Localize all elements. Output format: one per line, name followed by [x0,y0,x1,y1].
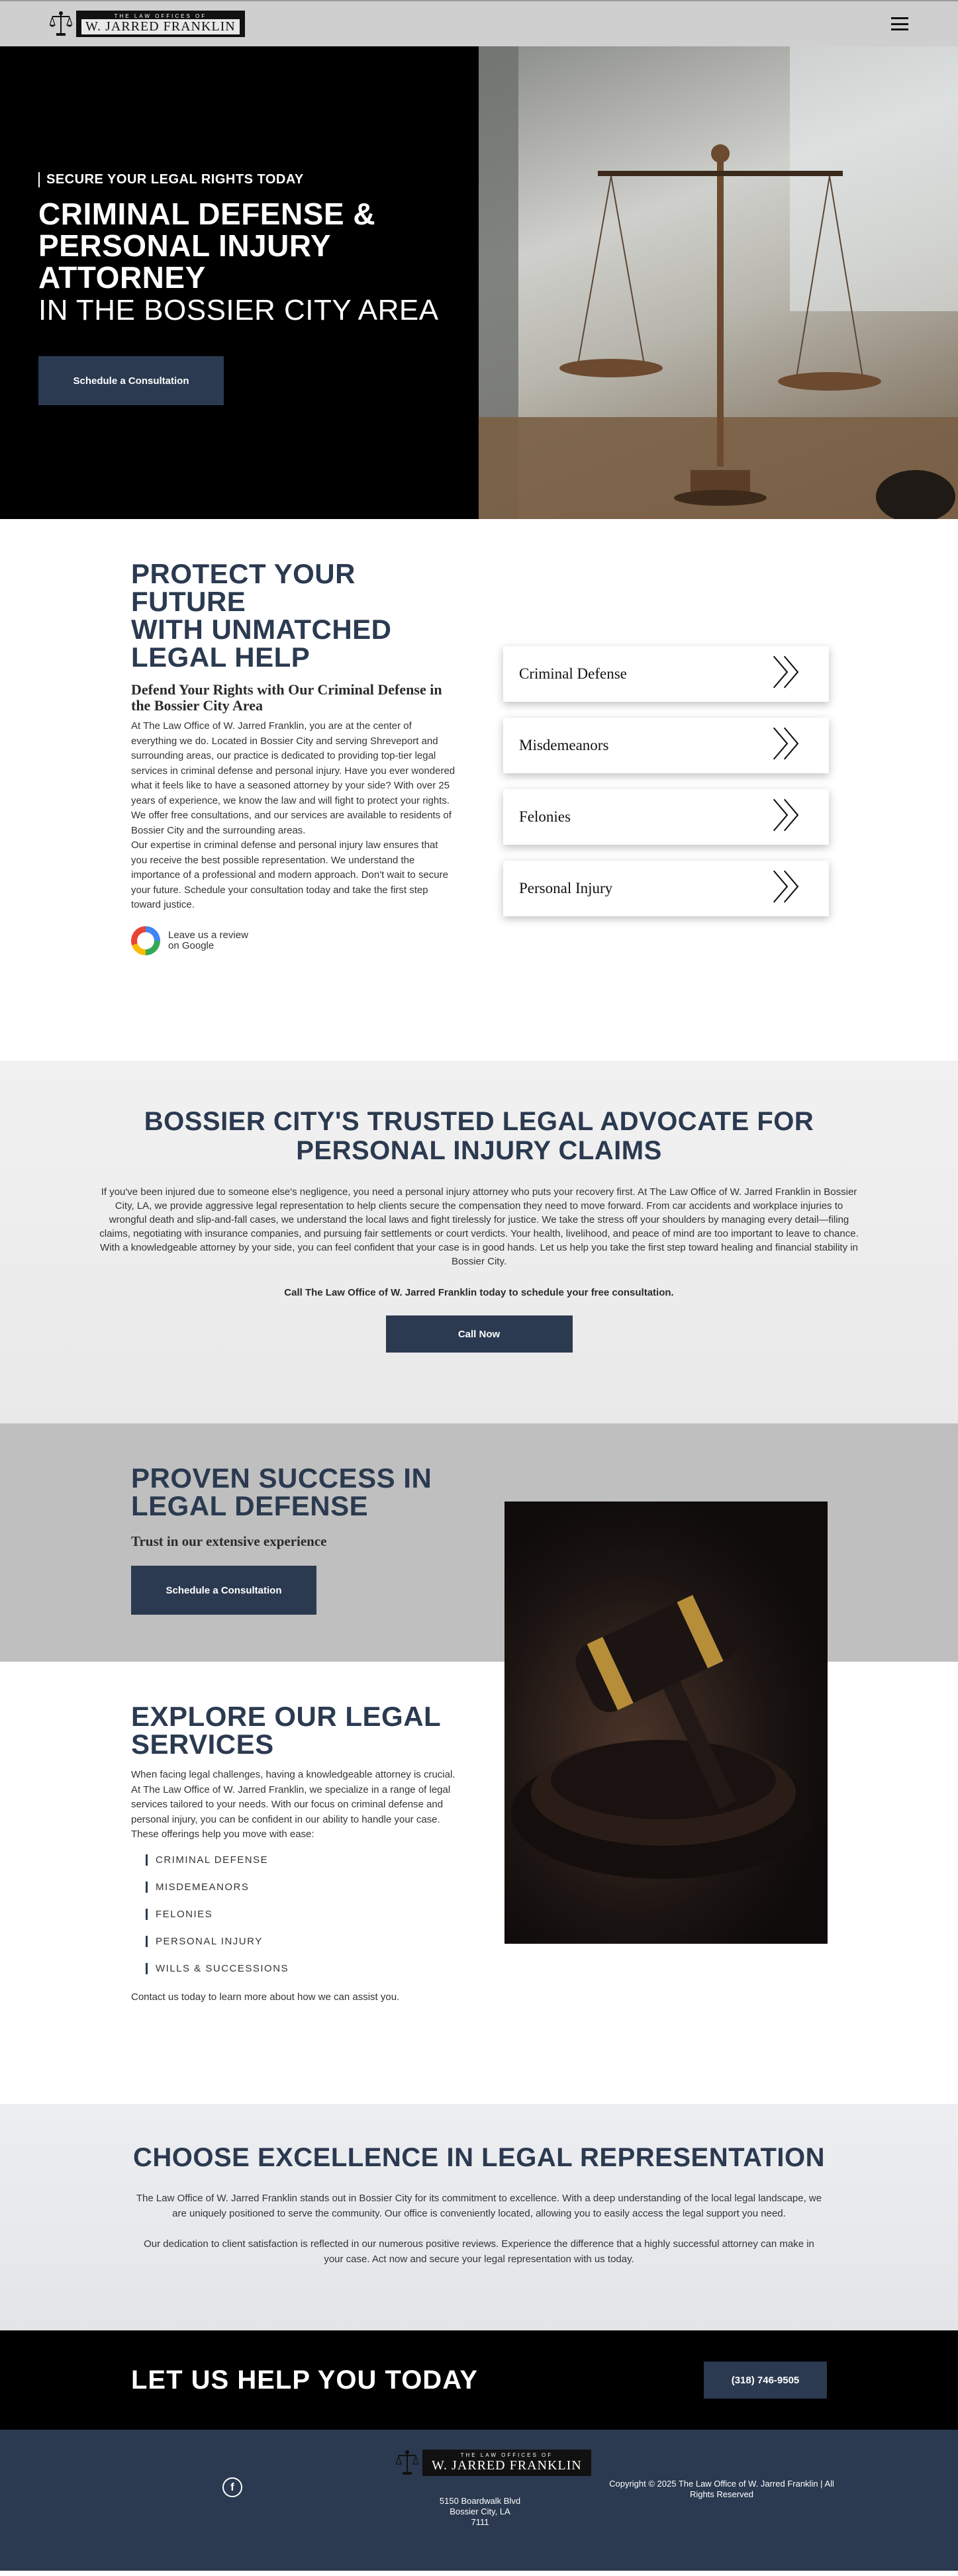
card-label: Criminal Defense [519,665,627,682]
double-chevron-right-icon: 〉〉 [771,797,810,837]
trusted-title-post: LEGAL ADVOCATE FOR [495,1107,814,1136]
hero-title-main: CRIMINAL DEFENSE & PERSONAL INJURY ATTORNEY [38,197,376,295]
cta-band [0,2330,958,2430]
double-chevron-right-icon: 〉〉 [771,869,810,908]
google-icon [131,926,160,955]
hero-text-panel [0,46,479,519]
hamburger-menu-icon[interactable] [891,17,908,30]
excellence-title-post: IN LEGAL REPRESENTATION [438,2143,826,2172]
excellence-title-pre: CHOOSE [132,2143,258,2172]
explore-title [131,1703,455,1758]
card-label: Personal Injury [519,880,613,896]
protect-title-bold: LEGAL HELP [131,642,311,673]
trusted-call-line: Call The Law Office of W. Jarred Franklin today to schedule your free consultation. [284,1287,674,1298]
facebook-icon[interactable]: f [222,2477,242,2497]
gavel-image [504,1502,828,1944]
address-line2: Bossier City, LA [450,2506,510,2516]
logo-small-text: THE LAW OFFICES OF [114,13,207,19]
proven-success-section [0,1423,958,1662]
card-misdemeanors[interactable] [503,718,829,773]
explore-paragraph: When facing legal challenges, having a knowledgeable attorney is crucial. At The Law Office of W. Jarred Franklin, we specialize in a range of legal services tailored to your needs. With our focus on criminal defense and personal injury, you can be confident in our ability to handle your case. These offerings help you move with ease: [131,1769,455,1840]
card-personal-injury[interactable] [503,861,829,916]
protect-paragraph-2: Our expertise in criminal defense and personal injury law ensures that you receive the best possible representation. We understand the importance of a professional and modern approach. Don't wait to secure your future. Schedule your consultation today and take the first step toward justice. [131,839,448,910]
footer-copyright: Copyright © 2025 The Law Office of W. Jarred Franklin | All Rights Reserved [609,2479,834,2499]
footer-logo[interactable] [396,2450,591,2476]
footer-logo-small: THE LAW OFFICES OF [460,2452,553,2458]
explore-title-line2: SERVICES [131,1729,274,1760]
double-chevron-right-icon: 〉〉 [771,654,810,694]
call-now-button[interactable]: Call Now [386,1315,573,1353]
card-label: Misdemeanors [519,737,609,753]
logo-name-text: W. JARRED FRANKLIN [81,19,240,34]
address-line1: 5150 Boardwalk Blvd [439,2496,521,2506]
proven-title-pre: PROVEN [131,1462,259,1494]
footer-logo-name: W. JARRED FRANKLIN [428,2458,586,2473]
trusted-title-line2: PERSONAL INJURY CLAIMS [296,1136,662,1165]
footer-address [410,2496,550,2528]
proven-title-line2: LEGAL DEFENSE [131,1490,369,1521]
protect-title-line2: WITH UNMATCHED [131,614,392,645]
card-criminal-defense[interactable] [503,646,829,702]
excellence-title-bold: EXCELLENCE [257,2143,439,2172]
trusted-title [0,1107,958,1165]
trusted-paragraph: If you've been injured due to someone else's negligence, you need a personal injury attorney who puts your recovery first. At The Law Office of W. Jarred Franklin in Bossier City, LA, we provide aggressive legal representation to help clients secure the compensation they need to move forward. From car accidents and workplace injuries to wrongful death and slip-and-fall cases, we understand the local laws and fight tirelessly for justice. We take the stress off your shoulders by managing every detail—filing claims, negotiating with insurance companies, and pursuing fair settlements or court verdicts. Your health, livelihood, and peace of mind are too important to leave to chance. With a knowledgeable attorney by your side, you can feel confident that your case is in good hands. Let us help you take the first step toward healing and financial stability in Bossier City. [99,1186,859,1267]
scales-logo-icon [50,11,72,37]
hero-section [0,46,958,519]
site-logo[interactable] [50,11,245,37]
hero-title [38,198,479,326]
card-felonies[interactable] [503,789,829,845]
excellence-title [0,2144,958,2171]
trusted-title-bold: TRUSTED [367,1107,495,1136]
service-personal-injury[interactable]: PERSONAL INJURY [146,1936,455,1947]
scales-of-justice-image [479,46,958,519]
excellence-paragraph-1: The Law Office of W. Jarred Franklin stands out in Bossier City for its commitment to excellence. With a deep understanding of the local legal landscape, we are uniquely positioned to serve the community. Our office is conveniently located, allowing you to easily access the legal support you need. [136,2193,822,2219]
phone-button[interactable]: (318) 746-9505 [704,2361,827,2399]
hero-title-sub: IN THE BOSSIER CITY AREA [38,294,439,326]
protect-subhead: Defend Your Rights with Our Criminal Defense in the Bossier City Area [131,681,442,714]
site-header [0,0,958,46]
double-chevron-right-icon: 〉〉 [771,726,810,765]
proven-title-post: IN [395,1462,432,1494]
hero-schedule-button[interactable]: Schedule a Consultation [38,356,224,405]
protect-title [131,560,455,671]
review-text [168,930,248,951]
footer-logo-wordmark [422,2450,591,2476]
google-review-link[interactable] [131,926,455,955]
explore-title-bold: LEGAL [345,1701,442,1732]
explore-closing: Contact us today to learn more about how we can assist you. [131,1991,400,2003]
address-line3: 7111 [471,2517,489,2527]
site-footer [0,2430,958,2571]
explore-title-pre: EXPLORE OUR [131,1701,346,1732]
review-line1: Leave us a review [168,929,248,941]
practice-area-cards [503,646,829,1061]
review-line2: on Google [168,939,215,951]
services-list [146,1854,455,1974]
logo-wordmark [76,11,245,37]
hero-eyebrow: SECURE YOUR LEGAL RIGHTS TODAY [38,172,479,187]
protect-title-line1: PROTECT YOUR FUTURE [131,558,356,617]
service-criminal-defense[interactable]: CRIMINAL DEFENSE [146,1854,455,1866]
excellence-paragraph-2: Our dedication to client satisfaction is reflected in our numerous positive reviews. Experience the difference that a highly successful attorney can make in your case. Act now and secure your legal representation with us today. [144,2238,814,2265]
service-misdemeanors[interactable]: MISDEMEANORS [146,1882,455,1893]
protect-section [0,519,958,1061]
service-felonies[interactable]: FELONIES [146,1909,455,1920]
trusted-title-pre: BOSSIER CITY'S [144,1107,367,1136]
card-label: Felonies [519,808,571,825]
proven-schedule-button[interactable]: Schedule a Consultation [131,1566,316,1615]
explore-text [131,1703,455,2005]
trusted-advocate-section [0,1061,958,1423]
excellence-section [0,2104,958,2330]
scales-logo-icon [396,2450,418,2476]
protect-paragraph-1: At The Law Office of W. Jarred Franklin, you are at the center of everything we do. Located in Bossier City and serving Shreveport and surrounding areas, our practice is dedicated to providing top-tier legal services in criminal defense and personal injury. Have you ever wondered what it feels like to have a seasoned attorney by your side? With over 25 years of experience, we know the law and will fight to protect your rights. We offer free consultations, and our services are available to residents of Bossier City and the surrounding areas. [131,720,455,836]
protect-text [131,560,455,1061]
cta-title: LET US HELP YOU TODAY [131,2365,479,2395]
proven-subtitle: Trust in our extensive experience [131,1533,327,1549]
service-wills-successions[interactable]: WILLS & SUCCESSIONS [146,1963,455,1974]
proven-title-bold: SUCCESS [258,1462,396,1494]
